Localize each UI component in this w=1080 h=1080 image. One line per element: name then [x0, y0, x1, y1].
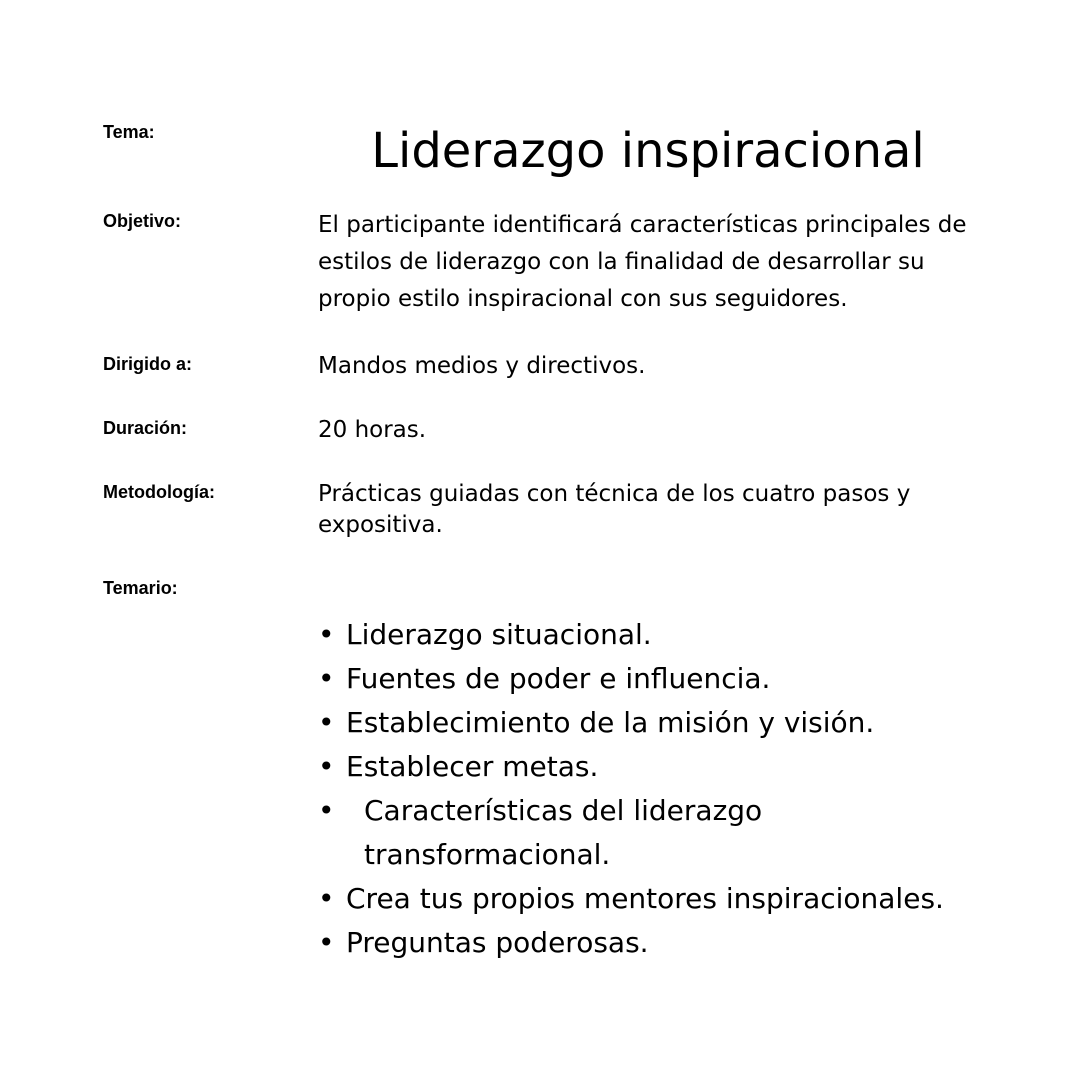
- temario-list: [318, 613, 1018, 965]
- bullet-icon: •: [318, 618, 335, 651]
- objetivo-text: El participante identificará características principales de estilos de liderazgo con la finalidad de desarrollar su propio estilo inspiracional con sus seguidores.: [318, 212, 967, 312]
- label-metodologia: Metodología:: [103, 482, 215, 502]
- temario-item: [318, 877, 1018, 921]
- temario-item: [318, 701, 1018, 745]
- bullet-icon: •: [318, 662, 335, 695]
- temario-item-text: Fuentes de poder e influencia.: [346, 662, 771, 695]
- temario-item-text: Crea tus propios mentores inspiracionales.: [346, 882, 944, 915]
- temario-item: [318, 921, 1018, 965]
- label-objetivo: Objetivo:: [103, 211, 182, 231]
- temario-item: [318, 613, 1018, 657]
- temario-item-text: Características del liderazgo transformacional.: [364, 794, 763, 871]
- dirigido-text: Mandos medios y directivos.: [318, 353, 646, 379]
- temario-item-text: Establecer metas.: [346, 750, 599, 783]
- bullet-icon: •: [318, 882, 335, 915]
- label-duracion: Duración:: [103, 418, 188, 438]
- label-dirigido: Dirigido a:: [103, 354, 192, 374]
- duracion-text: 20 horas.: [318, 417, 427, 443]
- metodologia-text: Prácticas guiadas con técnica de los cuatro pasos y expositiva.: [318, 481, 911, 538]
- temario-item: [318, 789, 804, 877]
- label-temario: Temario:: [103, 578, 178, 598]
- temario-item: [318, 657, 1018, 701]
- bullet-icon: •: [318, 926, 335, 959]
- temario-item: [318, 745, 1018, 789]
- bullet-icon: •: [318, 706, 335, 739]
- temario-item-text: Preguntas poderosas.: [346, 926, 649, 959]
- temario-item-text: Establecimiento de la misión y visión.: [346, 706, 875, 739]
- bullet-icon: •: [318, 750, 335, 783]
- course-title: Liderazgo inspiracional: [371, 123, 925, 179]
- temario-item-text: Liderazgo situacional.: [346, 618, 652, 651]
- bullet-icon: •: [318, 794, 335, 827]
- label-tema: Tema:: [103, 122, 155, 142]
